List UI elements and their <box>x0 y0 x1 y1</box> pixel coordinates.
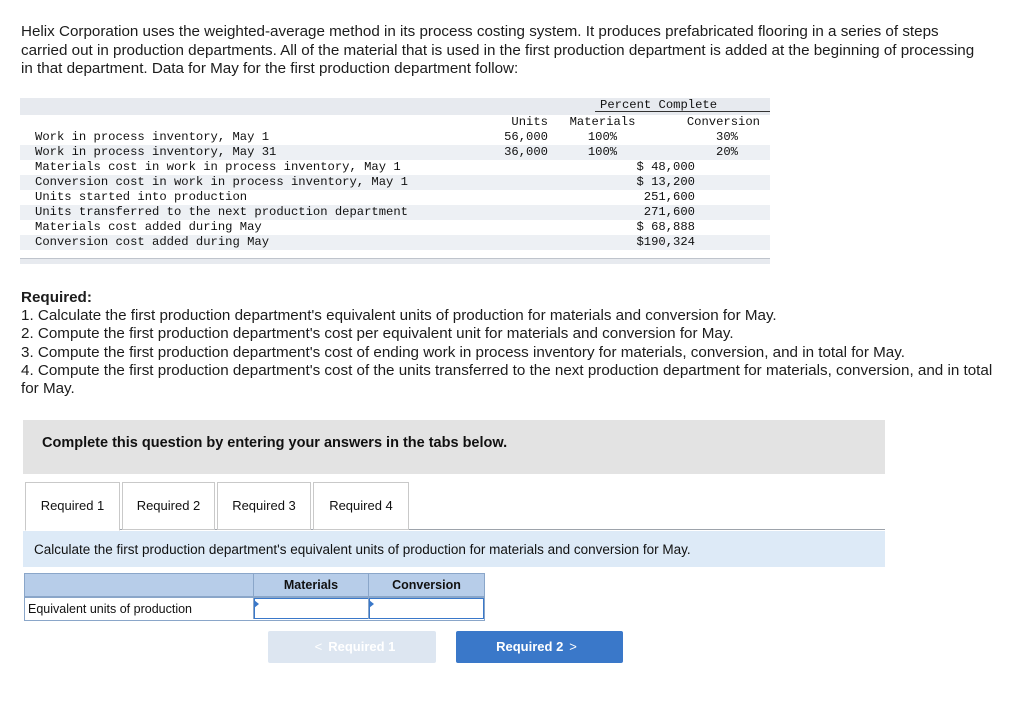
chevron-right-icon: > <box>569 639 577 654</box>
answer-row <box>24 597 485 621</box>
row-conversion: 20% <box>716 145 738 159</box>
row-label: Materials cost added during May <box>35 220 262 234</box>
conversion-equivalent-units-input[interactable] <box>368 598 484 619</box>
header-divider <box>595 111 770 112</box>
required-item: 1. Calculate the first production department's equivalent units of production for materials and conversion for May. <box>21 307 777 325</box>
percent-complete-header: Percent Complete <box>600 98 718 112</box>
tab-required-3[interactable]: Required 3 <box>217 482 311 530</box>
row-label: Units transferred to the next production department <box>35 205 408 219</box>
panel-text: Complete this question by entering your answers in the tabs below. <box>42 435 508 451</box>
row-label: Work in process inventory, May 31 <box>35 145 277 159</box>
prev-button-label: Required 1 <box>328 639 396 654</box>
answer-col-conversion: Conversion <box>392 578 461 592</box>
row-materials: 100% <box>587 145 618 159</box>
row-conversion: 30% <box>716 130 738 144</box>
table-row <box>20 145 770 160</box>
answer-table <box>24 573 485 621</box>
row-materials: 100% <box>587 130 618 144</box>
answer-col-materials: Materials <box>283 578 339 592</box>
required-item: 4. Compute the first production department's cost of the units transferred to the next production department for materials, conversion, and in total for May. <box>21 361 993 398</box>
row-value: $ 68,888 <box>636 220 695 234</box>
required-item: 3. Compute the first production department's cost of ending work in process inventory for materials, conversion, and in total for May. <box>21 343 905 361</box>
tab-required-1[interactable]: Required 1 <box>25 482 120 531</box>
chevron-left-icon: < <box>314 639 323 654</box>
instruction-text: Calculate the first production department's equivalent units of production for materials and conversion for May. <box>34 542 691 557</box>
tab-instruction <box>23 531 885 567</box>
row-value: $ 13,200 <box>636 175 695 189</box>
row-label: Materials cost in work in process inventory, May 1 <box>35 160 401 174</box>
answer-row-label: Equivalent units of production <box>28 602 192 616</box>
materials-equivalent-units-input[interactable] <box>253 598 369 619</box>
row-label: Work in process inventory, May 1 <box>35 130 270 144</box>
prev-required-button[interactable] <box>268 631 436 663</box>
required-header: Required: <box>21 289 92 306</box>
input-marker-icon <box>254 600 259 608</box>
next-button-label: Required 2 <box>496 639 564 654</box>
table-row <box>20 205 770 220</box>
tab-required-4[interactable]: Required 4 <box>313 482 409 530</box>
row-label: Units started into production <box>35 190 248 204</box>
col-units-header: Units <box>511 115 548 129</box>
table-row <box>20 160 770 175</box>
tab-required-2[interactable]: Required 2 <box>122 482 215 530</box>
table-row <box>20 235 770 250</box>
answer-header-row <box>24 573 485 597</box>
table-row <box>20 130 770 145</box>
next-required-button[interactable] <box>456 631 623 663</box>
row-value: $190,324 <box>636 235 695 249</box>
row-value: 271,600 <box>643 205 695 219</box>
data-table <box>20 96 770 266</box>
row-label: Conversion cost in work in process inventory, May 1 <box>35 175 408 189</box>
col-conversion-header: Conversion <box>686 115 760 129</box>
column-header-row <box>20 115 770 130</box>
instructions-panel <box>23 420 885 474</box>
row-units: 36,000 <box>504 145 548 159</box>
row-value: 251,600 <box>643 190 695 204</box>
row-value: $ 48,000 <box>636 160 695 174</box>
problem-intro: Helix Corporation uses the weighted-average method in its process costing system. It produces prefabricated flooring in a series of steps carried out in production departments. All of the material that is used in the first production department is added at the beginning of processing in that department. Data for May for the first production department follow: <box>21 23 975 78</box>
table-row <box>20 190 770 205</box>
col-materials-header: Materials <box>569 115 636 129</box>
row-units: 56,000 <box>504 130 548 144</box>
input-marker-icon <box>369 600 374 608</box>
required-section <box>21 289 1001 398</box>
row-label: Conversion cost added during May <box>35 235 270 249</box>
required-item: 2. Compute the first production department's cost per equivalent unit for materials and conversion for May. <box>21 325 734 343</box>
table-footer-band <box>20 258 770 264</box>
table-row <box>20 220 770 235</box>
table-row <box>20 175 770 190</box>
